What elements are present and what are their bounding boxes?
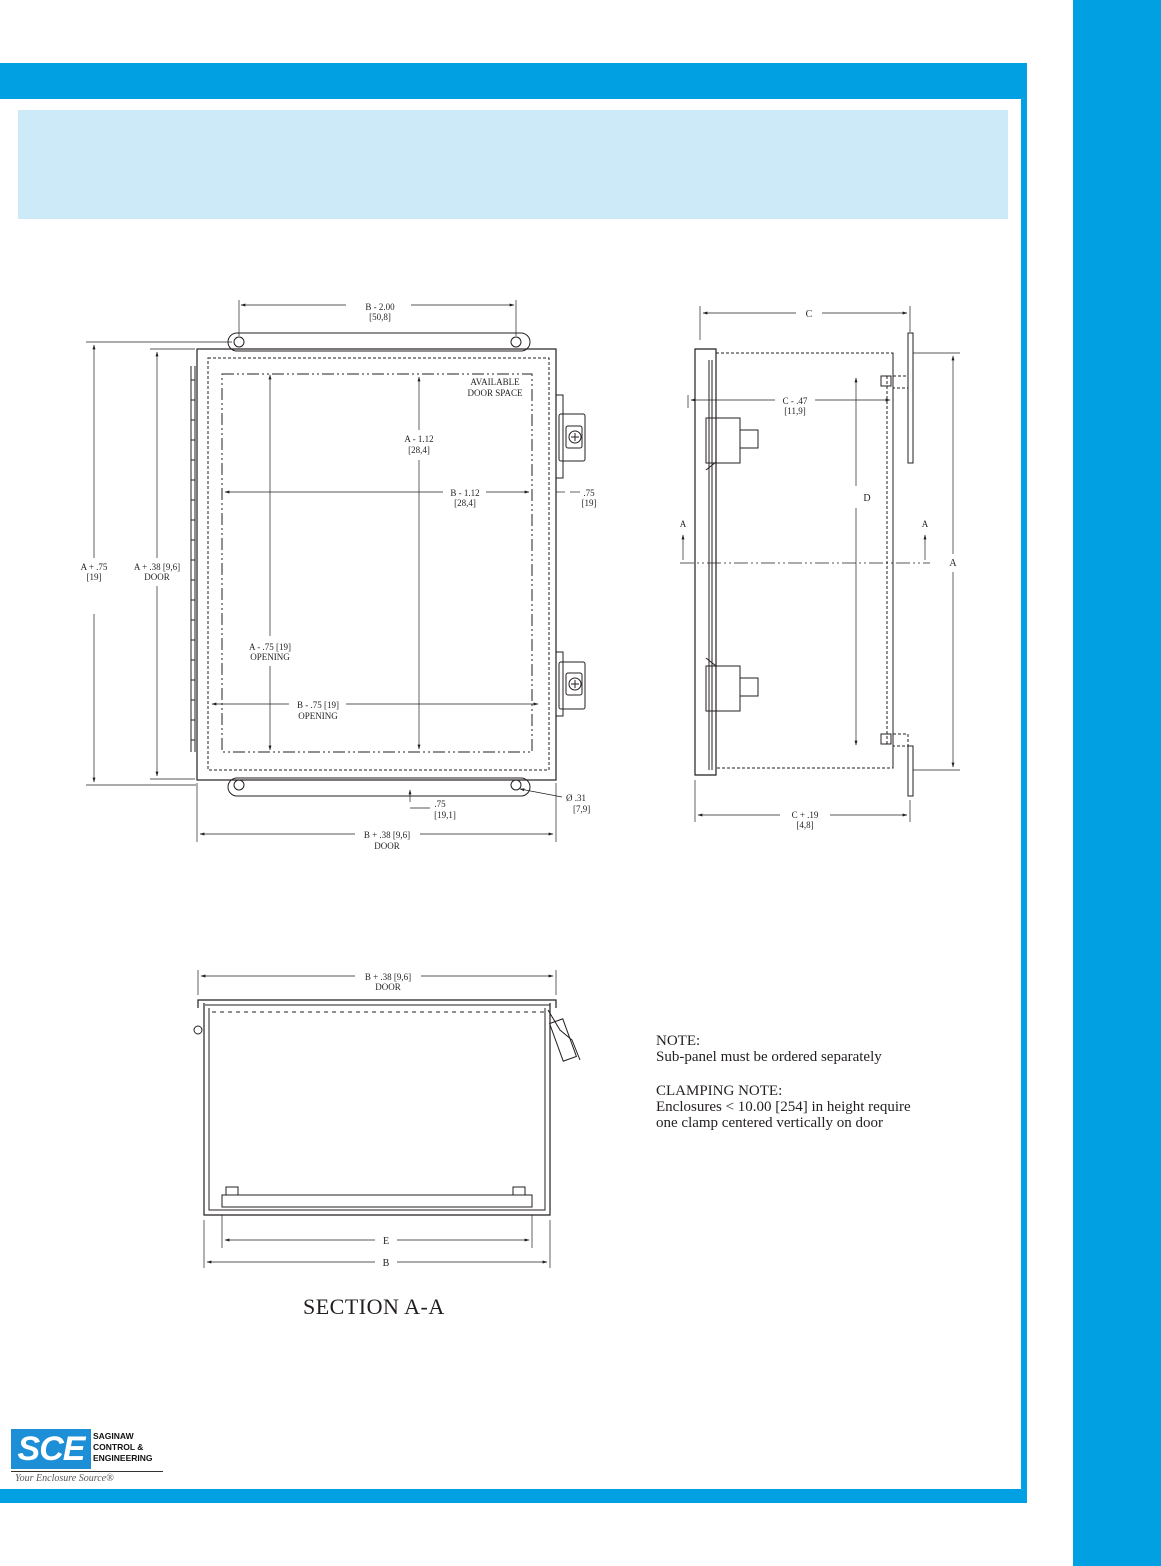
dim-c-minus-47: C - .47 (782, 396, 808, 406)
panel-stud (513, 1187, 525, 1195)
upper-flange (908, 333, 913, 463)
mount-hole (234, 780, 244, 790)
dim-b-plus-38-door: DOOR (374, 841, 400, 851)
dim-a-minus-112-mm: [28,4] (408, 445, 430, 455)
section-mark-left: A (679, 519, 687, 529)
section-dim-e: E (382, 1236, 390, 1247)
section-title: SECTION A-A (303, 1294, 445, 1319)
door-outline (197, 349, 556, 780)
lower-flange (908, 746, 913, 796)
section-dim-door: DOOR (375, 982, 401, 992)
clamp-note-heading: CLAMPING NOTE: (656, 1083, 783, 1099)
dim-b-minus-2-mm: [50,8] (369, 312, 391, 322)
section-body (204, 1003, 550, 1215)
clamp-note-line-2: one clamp centered vertically on door (656, 1115, 883, 1131)
dim-b-minus-112: B - 1.12 (450, 488, 480, 498)
available-door-space (222, 374, 532, 752)
dim-c-minus-47-mm: [11,9] (784, 406, 806, 416)
logo-line-3: ENGINEERING (93, 1453, 153, 1463)
section-dimension-lines (198, 970, 556, 1268)
dim-c: C (805, 309, 813, 320)
front-view (191, 333, 585, 796)
dim-b-plus-38: B + .38 [9,6] (363, 830, 411, 840)
mount-hole (511, 337, 521, 347)
logo-mark: SCE (11, 1429, 91, 1469)
dim-a-plus-38-door: DOOR (144, 572, 170, 582)
dim-a-opening-label: OPENING (250, 652, 290, 662)
dim-bottom-75: .75 (434, 799, 446, 809)
logo-line-2: CONTROL & (93, 1442, 144, 1452)
dim-a-opening: A - .75 [19] (249, 642, 291, 652)
label-door-space: DOOR SPACE (467, 388, 523, 398)
dim-bottom-75-mm: [19,1] (434, 810, 456, 820)
logo-tagline: Your Enclosure Source® (15, 1473, 114, 1484)
side-clamp (706, 418, 740, 463)
dim-hole-diameter: Ø .31 (566, 793, 586, 803)
stud (881, 734, 891, 744)
top-mounting-tab (228, 333, 530, 351)
sub-panel (222, 1195, 532, 1207)
dim-a-plus-38: A + .38 [9,6] (133, 562, 181, 572)
dim-right-75: .75 (583, 488, 595, 498)
dim-d: D (863, 493, 871, 504)
dim-a-minus-112: A - 1.12 (404, 434, 434, 444)
section-dim-b-plus-38: B + .38 [9,6] (364, 972, 412, 982)
clamp-note-line-1: Enclosures < 10.00 [254] in height require (656, 1099, 911, 1115)
dim-a-plus-75: A + .75 (80, 562, 108, 572)
dim-b-opening: B - .75 [19] (297, 700, 339, 710)
side-clamp (706, 666, 740, 711)
stud (881, 376, 891, 386)
dim-b-minus-112-mm: [28,4] (454, 498, 476, 508)
section-dim-b: B (382, 1258, 390, 1269)
mount-hole (234, 337, 244, 347)
mount-hole (511, 780, 521, 790)
section-view (194, 1000, 580, 1215)
section-hinge (194, 1026, 202, 1034)
note-text: Sub-panel must be ordered separately (656, 1049, 882, 1065)
opening-outline (208, 358, 549, 770)
side-dimension-lines (680, 306, 960, 822)
dim-a: A (949, 558, 957, 569)
dim-b-opening-label: OPENING (298, 711, 338, 721)
logo-name (93, 1431, 153, 1464)
label-available: AVAILABLE (470, 377, 520, 387)
bottom-mounting-tab (228, 778, 530, 796)
dim-right-75-mm: [19] (581, 498, 597, 508)
logo-line-1: SAGINAW (93, 1431, 134, 1441)
section-door (198, 1000, 556, 1008)
logo-rule (11, 1471, 163, 1472)
dim-b-minus-2: B - 2.00 (365, 302, 395, 312)
notes (656, 1033, 911, 1131)
dim-hole-diameter-mm: [7,9] (573, 804, 591, 814)
panel-stud (226, 1187, 238, 1195)
dim-a-plus-75-mm: [19] (86, 572, 102, 582)
section-mark-right: A (921, 519, 929, 529)
company-logo (11, 1429, 171, 1487)
note-heading: NOTE: (656, 1033, 701, 1049)
dim-c-plus-19-mm: [4,8] (796, 820, 814, 830)
dim-c-plus-19: C + .19 (791, 810, 819, 820)
